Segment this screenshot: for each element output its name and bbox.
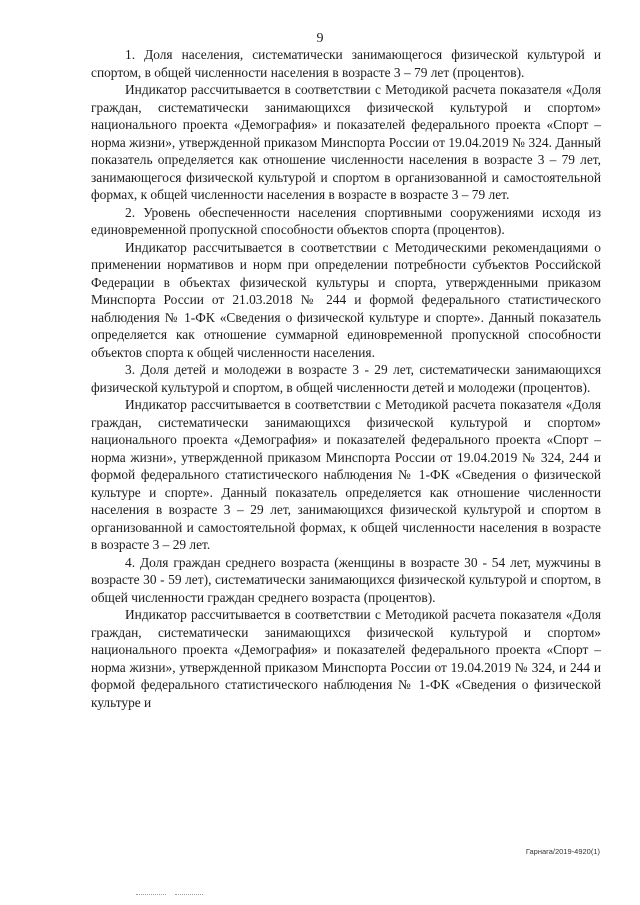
paragraph-indicator-2-title: 2. Уровень обеспеченности населения спортивными сооружениями исходя из единовременной пропускной способности объектов спорта (процентов). [91,204,601,237]
paragraph-indicator-3-method: Индикатор рассчитывается в соответствии с Методикой расчета показателя «Доля граждан, систематически занимающихся физической культурой и спортом» национального проекта «Демография» и показателей федерального проекта «Спорт – норма жизни», утвержденной приказом Минспорта России от 19.04.2019 № 324, 244 и формой федерального статистического наблюдения № 1-ФК «Сведения о физической культуре и спорте». Данный показатель определяется как отношение численности населения в возрасте 3 – 29 лет, занимающихся физической культурой и спортом в организованной и самостоятельной формах, к общей численности населения в возрасте в возрасте 3 – 29 лет. [91,397,601,552]
paragraph-indicator-1-method: Индикатор рассчитывается в соответствии с Методикой расчета показателя «Доля граждан, систематически занимающихся физической культурой и спортом» национального проекта «Демография» и показателей федерального проекта «Спорт – норма жизни», утвержденной приказом Минспорта России от 19.04.2019 № 324. Данный показатель определяется как отношение численности населения в возрасте 3 – 79 лет, занимающегося физической культурой и спортом в организованной и самостоятельной формах, к общей численности населения в возрасте в возрасте 3 – 79 лет. [91,82,601,202]
document-registration-code: Гарнага/2019-4920(1) [525,847,600,856]
document-body [91,46,601,711]
paragraph-indicator-4-title: 4. Доля граждан среднего возраста (женщины в возрасте 30 - 54 лет, мужчины в возрасте 30 - 59 лет), систематически занимающихся физической культурой и спортом, в общей численности граждан среднего возраста (процентов). [91,554,601,605]
paragraph-indicator-3-title: 3. Доля детей и молодежи в возрасте 3 - 29 лет, систематически занимающихся физической культурой и спортом, в общей численности детей и молодежи (процентов). [91,362,601,395]
scan-artifact-left [136,894,166,897]
paragraph-indicator-2-method: Индикатор рассчитывается в соответствии с Методическими рекомендациями о применении нормативов и норм при определении потребности субъектов Российской Федерации в объектах физической культуры и спорта, утвержденными приказом Минспорта России от 21.03.2018 № 244 и формой федерального статистического наблюдения № 1-ФК «Сведения о физической культуре и спорте». Данный показатель определяется как отношение суммарной единовременной пропускной способности объектов спорта к общей численности населения. [91,239,601,360]
page-number: 9 [316,31,324,46]
paragraph-indicator-4-method: Индикатор рассчитывается в соответствии с Методикой расчета показателя «Доля граждан, систематически занимающихся физической культурой и спортом» национального проекта «Демография» и показателей федерального проекта «Спорт – норма жизни», утвержденной приказом Минспорта России от 19.04.2019 № 324, и 244 и формой федерального статистического наблюдения № 1-ФК «Сведения о физической культуре и [91,607,601,710]
paragraph-indicator-1-title: 1. Доля населения, систематически занимающегося физической культурой и спортом, в общей численности населения в возрасте 3 – 79 лет (процентов). [91,47,601,80]
scan-artifact-right [175,894,203,897]
